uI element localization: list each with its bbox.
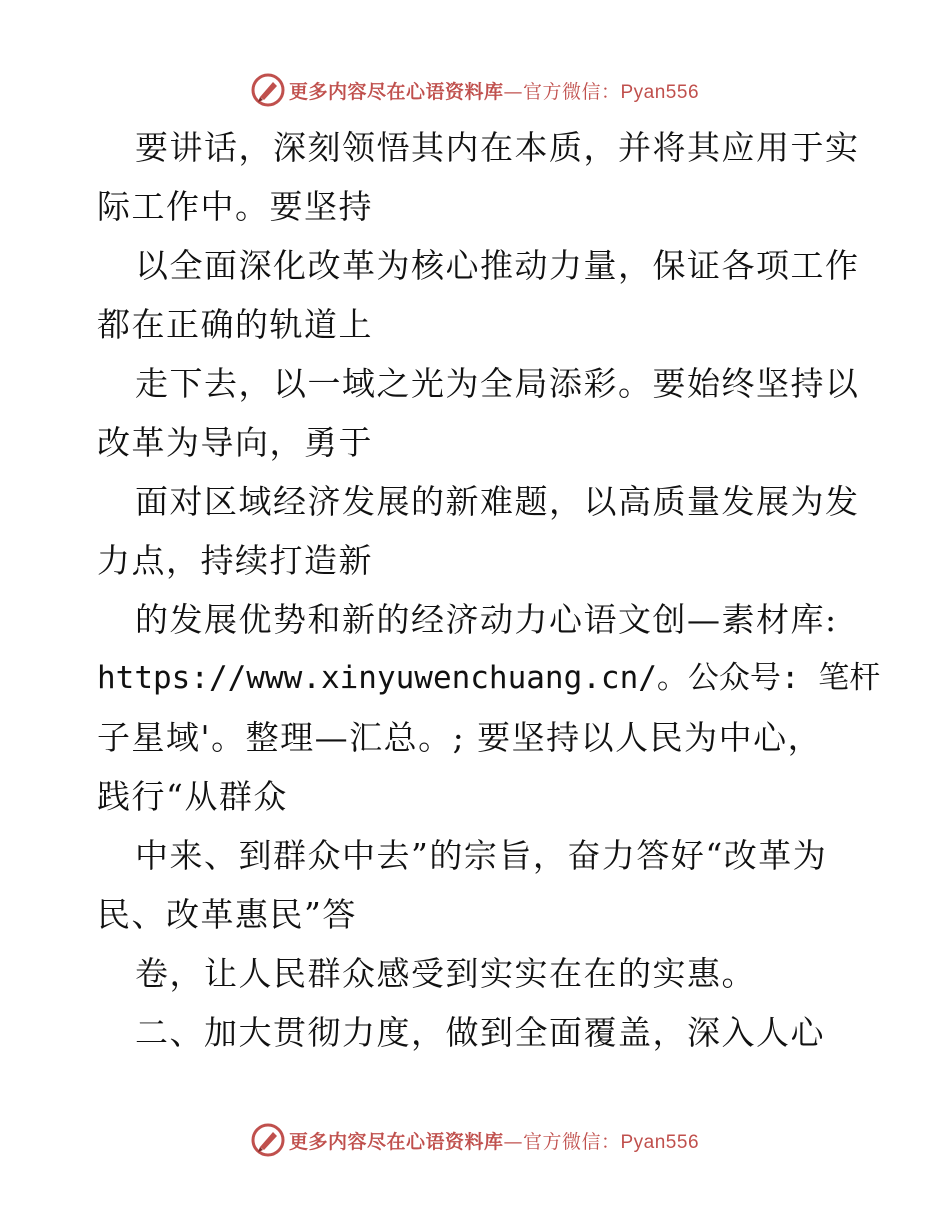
text-line: 践行“从群众 bbox=[97, 777, 288, 816]
text-line: 都在正确的轨道上 bbox=[97, 305, 373, 344]
text-line: 力点，持续打造新 bbox=[97, 541, 373, 580]
text-line: 改革为导向，勇于 bbox=[97, 423, 373, 462]
document-body bbox=[97, 118, 881, 1062]
banner-tail: 官方微信： bbox=[522, 80, 621, 103]
section-heading: 二、加大贯彻力度，做到全面覆盖，深入人心 bbox=[135, 1013, 825, 1052]
header-banner-text bbox=[289, 77, 699, 104]
banner-sep: — bbox=[503, 80, 523, 103]
banner-main: 更多内容尽在心语资料库 bbox=[288, 1130, 504, 1153]
text-line: 要讲话，深刻领悟其内在本质，并将其应用于实 bbox=[135, 128, 860, 167]
header-watermark-banner bbox=[0, 70, 950, 110]
text-line: 中来、到群众中去”的宗旨，奋力答好“改革为 bbox=[135, 836, 828, 875]
text-line: 子星域'。整理—汇总。; 要坚持以人民为中心， bbox=[97, 718, 823, 757]
text-line: 面对区域经济发展的新难题，以高质量发展为发 bbox=[135, 482, 860, 521]
text-line: 民、改革惠民”答 bbox=[97, 895, 357, 934]
banner-tail: 官方微信： bbox=[522, 1130, 621, 1153]
text-line: 以全面深化改革为核心推动力量，保证各项工作 bbox=[135, 246, 860, 285]
text-line-url: https://www.xinyuwenchuang.cn/。公众号: 笔杆 bbox=[97, 660, 881, 696]
text-line: 走下去，以一域之光为全局添彩。要始终坚持以 bbox=[135, 364, 860, 403]
text-line: 际工作中。要坚持 bbox=[97, 187, 373, 226]
text-line: 的发展优势和新的经济动力心语文创—素材库: bbox=[135, 600, 838, 639]
banner-sep: — bbox=[503, 1130, 523, 1153]
pen-logo-icon bbox=[251, 73, 285, 107]
banner-id: Pyan556 bbox=[620, 1131, 700, 1153]
text-line: 卷，让人民群众感受到实实在在的实惠。 bbox=[135, 954, 756, 993]
pen-logo-icon bbox=[251, 1123, 285, 1157]
banner-id: Pyan556 bbox=[620, 81, 700, 103]
footer-watermark-banner bbox=[0, 1120, 950, 1160]
banner-main: 更多内容尽在心语资料库 bbox=[288, 80, 504, 103]
footer-banner-text bbox=[289, 1127, 699, 1154]
